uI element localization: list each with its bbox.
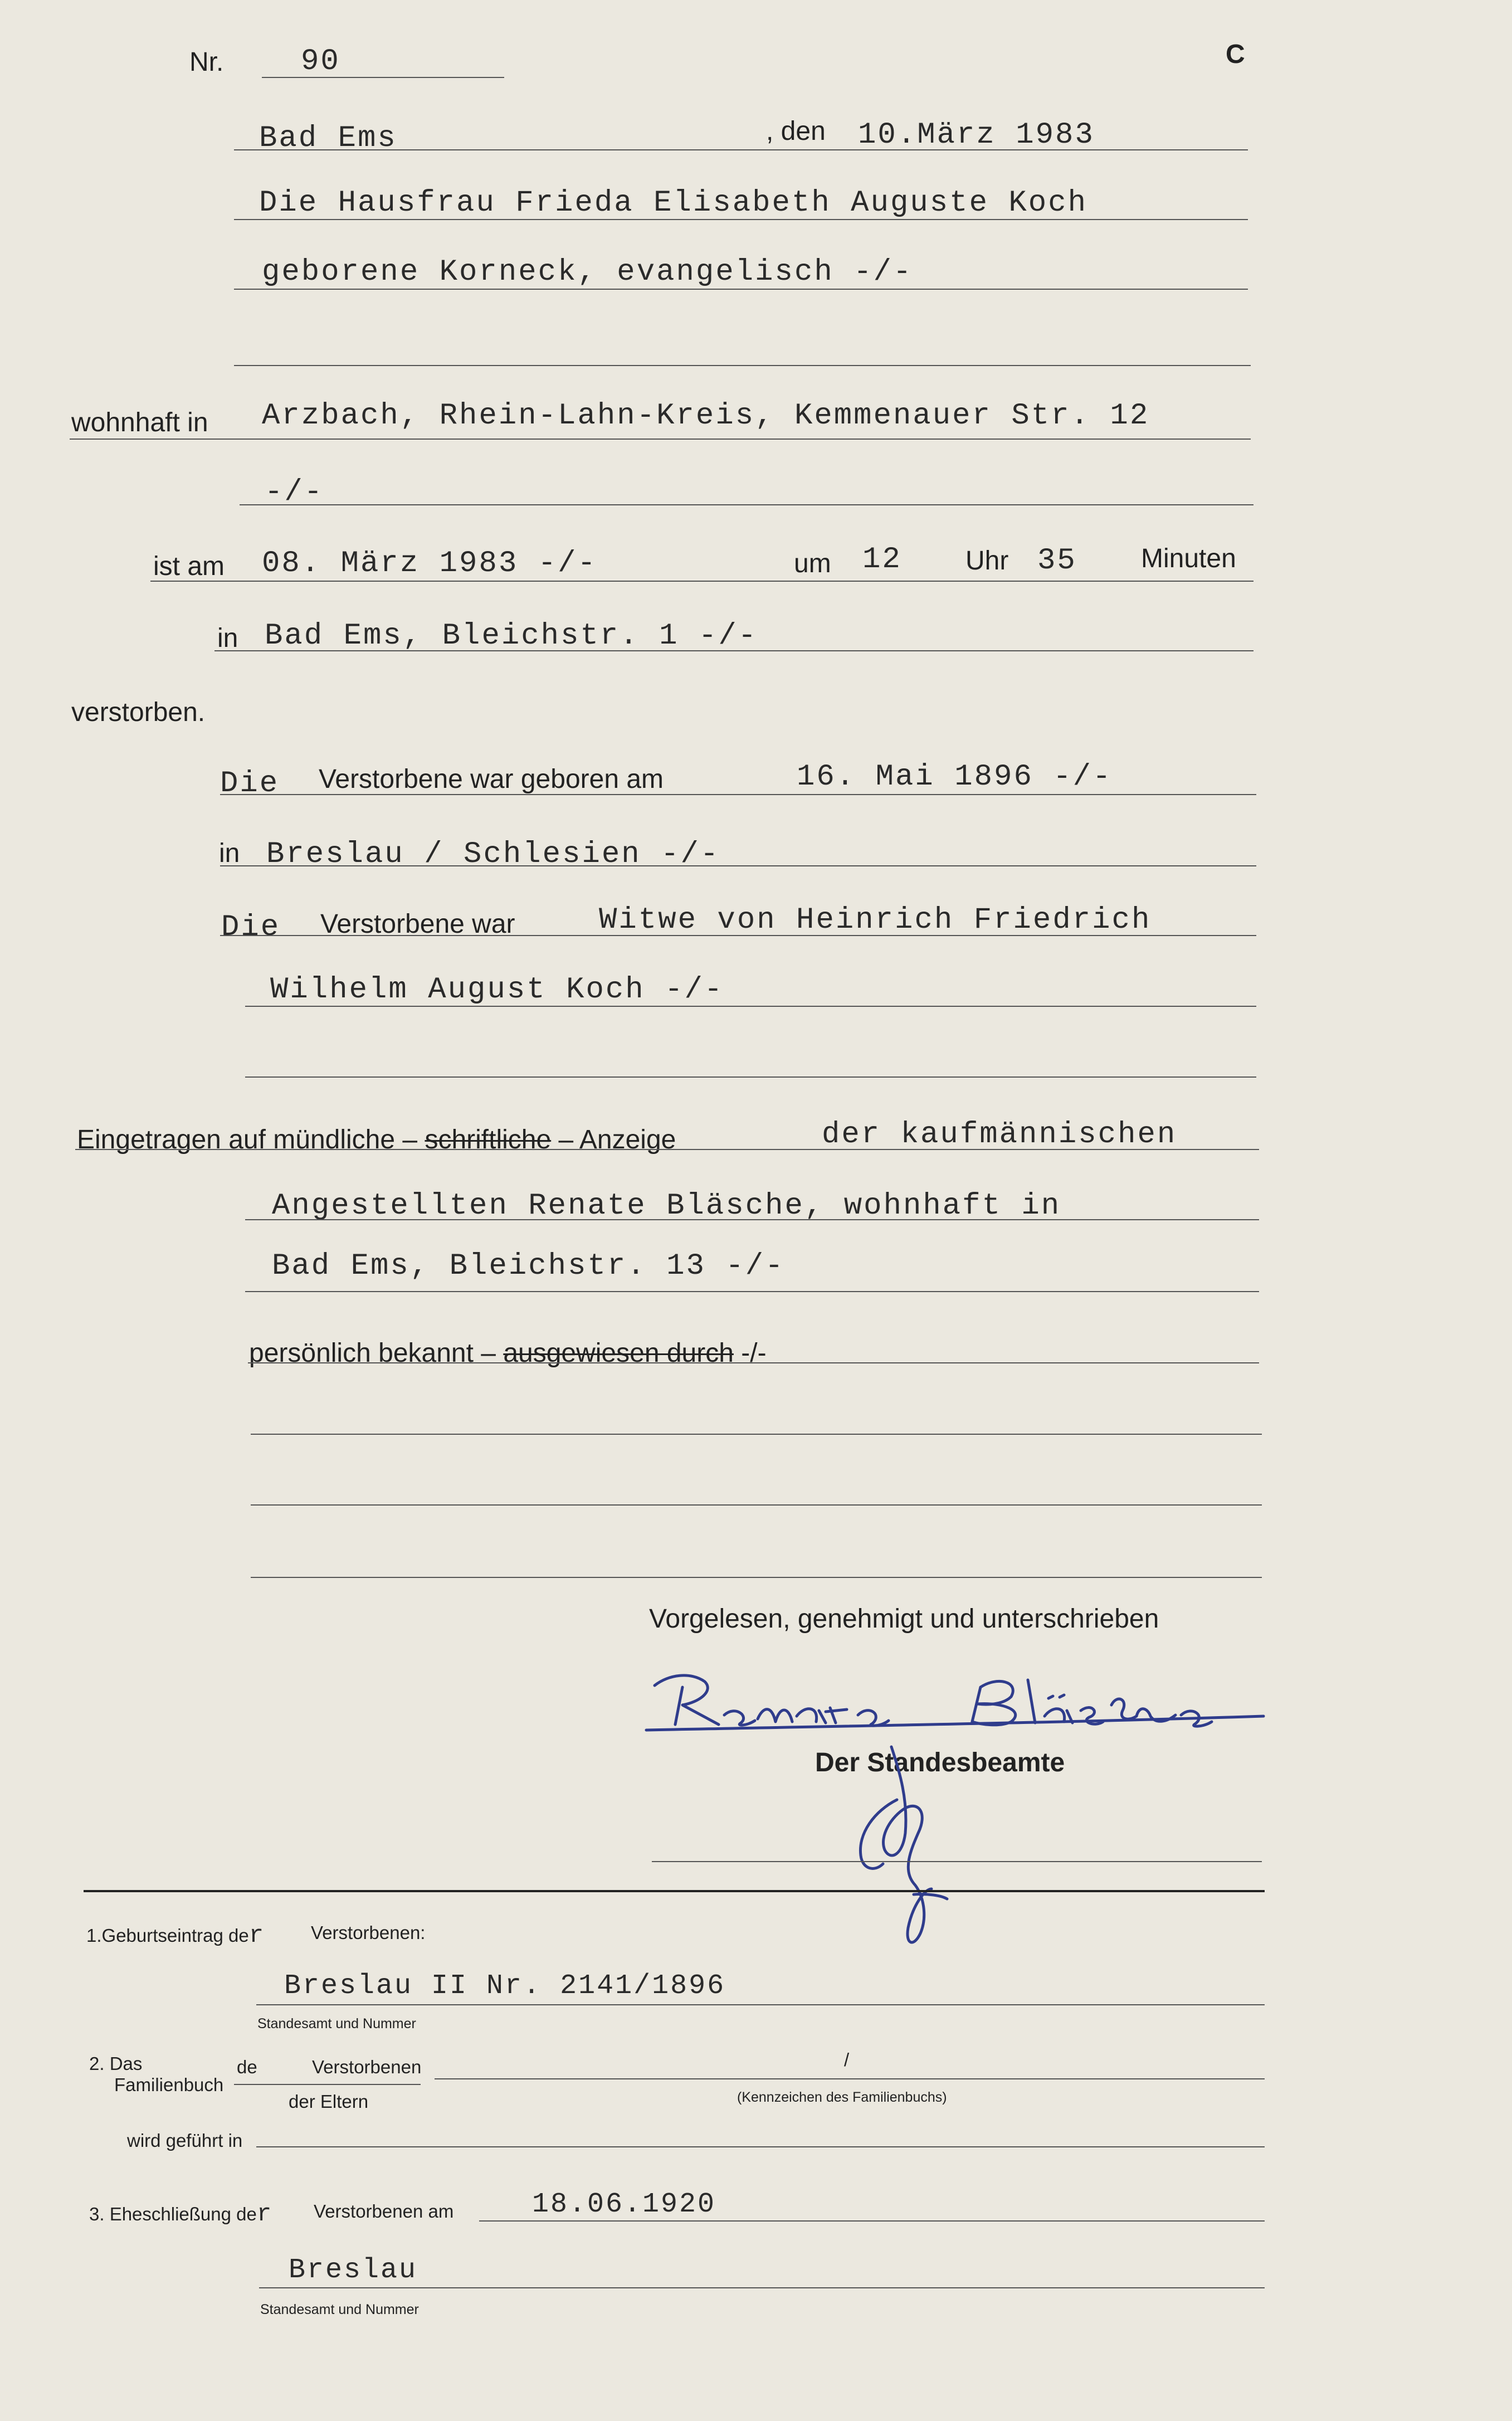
informant-line-1: der kaufmännischen	[822, 1118, 1177, 1152]
family-book-split-line	[234, 2084, 421, 2085]
birth-entry-value: Breslau II Nr. 2141/1896	[284, 1970, 726, 2002]
uhr-label: Uhr	[965, 546, 1009, 576]
marital-line-2: Wilhelm August Koch -/-	[270, 973, 724, 1007]
birth-entry-typed-r: r	[248, 1922, 266, 1950]
marital-die: Die	[221, 910, 281, 944]
minuten-label: Minuten	[1141, 544, 1236, 573]
informant-line-2: Angestellten Renate Bläsche, wohnhaft in	[272, 1189, 1061, 1223]
family-book-parents: der Eltern	[289, 2091, 369, 2112]
footer-divider	[84, 1890, 1265, 1892]
marriage-prefix: 3. Eheschließung de	[89, 2204, 257, 2224]
family-book-caption: (Kennzeichen des Familienbuchs)	[737, 2089, 947, 2105]
family-book-kept-in: wird geführt in	[127, 2130, 243, 2151]
informant-line-3: Bad Ems, Bleichstr. 13 -/-	[272, 1249, 785, 1283]
identified-struck: ausgewiesen durch	[503, 1338, 734, 1368]
marriage-date: 18.06.1920	[532, 2189, 716, 2220]
residence-label: wohnhaft in	[71, 408, 208, 437]
death-date: 08. März 1983 -/-	[262, 547, 597, 581]
family-book-slash: /	[844, 2049, 850, 2070]
marriage-label	[89, 2202, 273, 2227]
known-suffix: -/-	[741, 1338, 767, 1368]
residence-line-2: -/-	[265, 475, 324, 509]
family-book-label: Familienbuch	[114, 2074, 224, 2095]
um-label: um	[794, 549, 831, 578]
death-in-label: in	[217, 623, 238, 653]
marriage-caption: Standesamt und Nummer	[260, 2302, 419, 2317]
family-book-kept-underline	[256, 2146, 1265, 2147]
death-hour: 12	[862, 543, 902, 577]
registration-anzeige-label: – Anzeige	[558, 1125, 676, 1155]
death-place: Bad Ems, Bleichstr. 1 -/-	[265, 619, 758, 653]
ist-am-label: ist am	[153, 552, 225, 581]
marriage-place-underline	[259, 2287, 1265, 2288]
birth-die: Die	[220, 767, 280, 801]
nr-label: Nr.	[189, 47, 224, 77]
deceased-line-1: Die Hausfrau Frieda Elisabeth Auguste Koch	[259, 186, 1088, 220]
deceased-line-2: geborene Korneck, evangelisch -/-	[262, 255, 913, 289]
registration-written-struck: schriftliche	[425, 1125, 552, 1155]
birth-place: Breslau / Schlesien -/-	[266, 837, 720, 871]
residence-line-1: Arzbach, Rhein-Lahn-Kreis, Kemmenauer Str. 12	[262, 399, 1150, 433]
family-book-deceased: Verstorbenen	[312, 2057, 422, 2077]
family-book-de: de	[237, 2057, 257, 2077]
birth-label: Verstorbene war geboren am	[319, 764, 664, 794]
birth-entry-label	[86, 1923, 265, 1948]
marriage-suffix: Verstorbenen am	[314, 2201, 454, 2222]
birth-date: 16. Mai 1896 -/-	[797, 760, 1113, 794]
entry-number: 90	[301, 45, 340, 79]
birth-entry-underline	[256, 2004, 1265, 2005]
verstorben-label: verstorben.	[71, 698, 206, 727]
den-label: , den	[766, 116, 826, 146]
corner-letter: C	[1226, 40, 1245, 69]
birth-in-label: in	[219, 839, 240, 868]
family-book-underline	[435, 2078, 1265, 2079]
marriage-typed-r: r	[256, 2200, 274, 2228]
birth-entry-prefix: 1.Geburtseintrag de	[86, 1925, 249, 1946]
registration-oral-label: Eingetragen auf mündliche –	[77, 1125, 418, 1155]
death-minutes: 35	[1037, 544, 1077, 578]
marriage-date-underline	[479, 2220, 1265, 2222]
marriage-place: Breslau	[289, 2254, 418, 2286]
registry-place: Bad Ems	[259, 121, 397, 155]
registry-date: 10.März 1983	[858, 118, 1095, 152]
family-book-num: 2. Das	[89, 2053, 143, 2074]
known-label: persönlich bekannt –	[249, 1338, 496, 1368]
marital-line-1: Witwe von Heinrich Friedrich	[599, 903, 1152, 937]
birth-entry-suffix: Verstorbenen:	[311, 1922, 426, 1943]
read-approved-signed-label: Vorgelesen, genehmigt und unterschrieben	[649, 1604, 1159, 1634]
registrar-signature-line	[652, 1861, 1262, 1862]
marital-label: Verstorbene war	[320, 909, 515, 939]
birth-entry-caption: Standesamt und Nummer	[257, 2016, 416, 2032]
registrar-label: Der Standesbeamte	[815, 1748, 1065, 1777]
